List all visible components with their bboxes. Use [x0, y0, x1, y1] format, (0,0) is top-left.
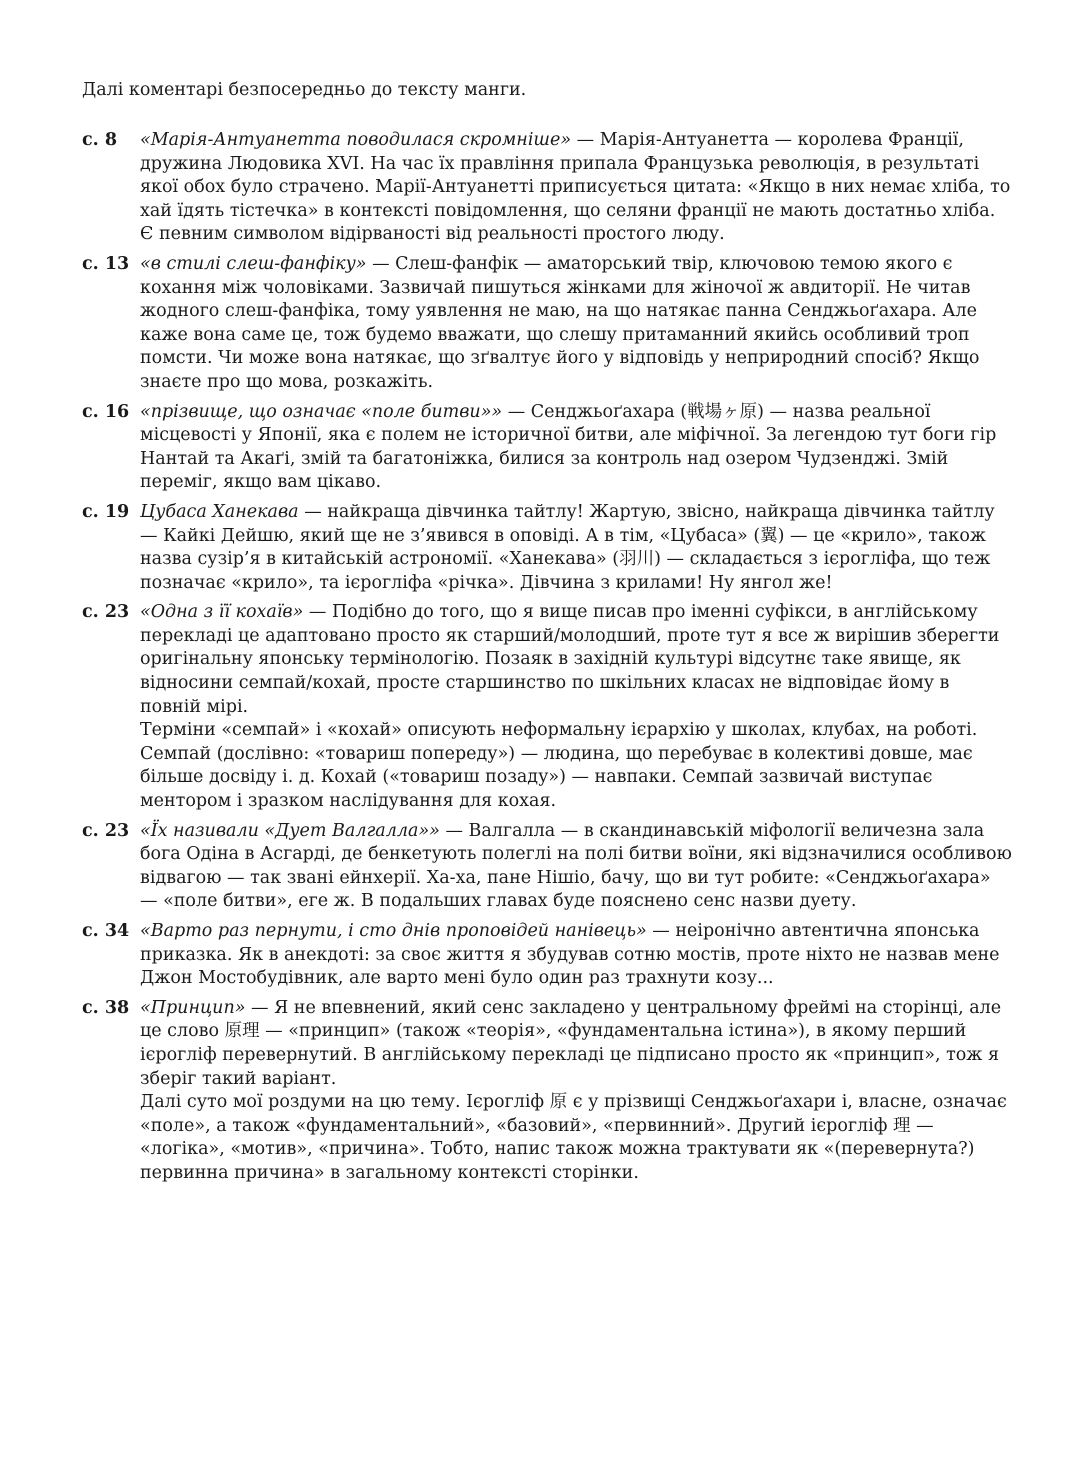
note-quote: Цубаса Ханекава	[140, 501, 299, 522]
note-text: — Валгалла — в скандинавській міфології величезна зала бога Одіна в Асгарді, де бенкетують полеглі на полі битви воїни, які відзначилися особливою відвагою — так звані ейнхерії. Ха-ха, пане Нішіо, бачу, що ви тут робите: «Сенджьоґахара» — «поле битви», еге ж. В подальших главах буде пояснено сенс назви дуету.	[140, 820, 1012, 912]
note-quote: «Принцип»	[140, 997, 246, 1018]
note-body	[140, 820, 1012, 914]
note-text: — Слеш-фанфік — аматорський твір, ключовою темою якого є кохання між чоловіками. Зазвичай пишуться жінками для жіночої ж авдиторії. Не читав жодного слеш-фанфіка, тому уявлення не маю, на що натякає панна Сенджьоґахара. Але каже вона саме це, тож будемо вважати, що слешу притаманний якийсь особливий троп помсти. Чи може вона натякає, що зґвалтує його у відповідь у неприродний спосіб? Якщо знаєте про що мова, розкажіть.	[140, 253, 980, 392]
note-paragraph	[140, 129, 1012, 247]
note-paragraph	[140, 601, 1012, 719]
note-text: — Марія-Антуанетта — королева Франції, дружина Людовика XVI. На час їх правління припала Французька революція, в результаті якої обох було страчено. Марії-Антуанетті приписується цитата: «Якщо в них немає хліба, то хай їдять тістечка» в контексті повідомлення, що селяни франції не мають достатньо хліба. Є певним символом відірваності від реальності простого люду.	[140, 130, 1011, 245]
note-body	[140, 401, 1012, 495]
note-text: — Сенджьоґахара (戦場ヶ原) — назва реальної місцевості у Японії, яка є полем не історичної битви, але міфічної. За легендою тут боги гір Нантай та Акаґі, змій та багатоніжка, билися за контроль над озером Чудзенджі. Змій переміг, якщо вам цікаво.	[140, 401, 997, 493]
page-reference: с. 34	[82, 921, 130, 941]
page	[82, 78, 1012, 1192]
page-reference: с. 23	[82, 602, 130, 623]
note-text: — Я не впевнений, який сенс закладено у центральному фреймі на сторінці, але це слово 原理 — «принцип» (також «теорія», «фундаментальна істина»), в якому перший ієрогліф перевернутий. В англійському перекладі це підписано просто як «принцип», тож я зберіг такий варіант.	[140, 997, 1002, 1089]
note-quote: «прізвище, що означає «поле битви»»	[140, 401, 503, 422]
note-item	[82, 997, 1012, 1186]
note-body	[140, 129, 1012, 247]
page-reference: с. 16	[82, 401, 130, 422]
note-paragraph: Далі суто мої роздуми на цю тему. Ієрогліф 原 є у прізвищі Сенджьоґахари і, власне, означає «поле», а також «фундаментальний», «базовий», «первинний». Другий ієрогліф 理 — «логіка», «мотив», «причина». Тобто, напис також можна трактувати як «(перевернута?) первинна причина» в загальному контексті сторінки.	[140, 1092, 1007, 1183]
note-paragraph	[140, 253, 1012, 395]
note-item	[82, 129, 1012, 247]
note-body	[140, 253, 1012, 395]
page-reference: с. 19	[82, 501, 130, 522]
note-quote: «Варто раз пернути, і сто днів проповідей нанівець»	[140, 921, 647, 941]
page-reference: с. 13	[82, 253, 130, 274]
note-body	[140, 501, 1012, 595]
note-item	[82, 401, 1012, 495]
intro-text: Далі коментарі безпосередньо до тексту манги.	[82, 80, 527, 100]
note-paragraph	[140, 501, 1012, 595]
note-text: — неіронічно автентична японська приказка. Як в анекдоті: за своє життя я збудував сотню мостів, проте ніхто не назвав мене Джон Мостобудівник, але варто мені було один раз трахнути козу...	[140, 921, 1000, 989]
note-quote: «Їх називали «Дует Валгалла»»	[140, 820, 440, 841]
page-reference: с. 8	[82, 130, 118, 150]
note-text: — найкраща дівчинка тайтлу! Жартую, звісно, найкраща дівчинка тайтлу — Кайкі Дейшю, який ще не з’явився в оповіді. А в тім, «Цубаса» (翼) — це «крило», також назва сузір’я в китайській астрономії. «Ханекава» (羽川) — складається з ієрогліфа, що теж позначає «крило», та ієрогліфа «річка». Дівчина з крилами! Ну янгол же!	[140, 501, 995, 593]
page-reference: с. 23	[82, 820, 130, 841]
note-quote: «Одна з її кохаїв»	[140, 602, 304, 623]
note-paragraph	[140, 920, 1012, 991]
note-item	[82, 253, 1012, 395]
note-text: — Подібно до того, що я вище писав про іменні суфікси, в англійському перекладі це адаптовано просто як старший/молодший, проте тут я все ж вирішив зберегти оригінальну японську термінологію. Позаяк в західній культурі відсутнє таке явище, як відносини семпай/кохай, просте старшинство по шкільних класах не відповідає йому в повній мірі.	[140, 602, 1000, 717]
note-paragraph	[140, 820, 1012, 914]
note-quote: «Марія-Антуанетта поводилася скромніше»	[140, 130, 572, 150]
note-paragraph: Терміни «семпай» і «кохай» описують неформальну ієрархію у школах, клубах, на роботі. Семпай (дослівно: «товариш попереду») — людина, що перебуває в колективі довше, має більше досвіду і. д. Кохай («товариш позаду») — навпаки. Семпай зазвичай виступає ментором і зразком наслідування для кохая.	[140, 720, 978, 812]
note-item	[82, 820, 1012, 914]
notes-list	[82, 129, 1012, 1186]
page-reference: с. 38	[82, 997, 130, 1018]
note-body	[140, 601, 1012, 813]
note-body	[140, 997, 1012, 1186]
note-item	[82, 920, 1012, 991]
note-paragraph	[140, 997, 1012, 1091]
note-item	[82, 601, 1012, 813]
note-item	[82, 501, 1012, 595]
note-paragraph	[140, 401, 1012, 495]
note-quote: «в стилі слеш-фанфіку»	[140, 253, 367, 274]
note-body	[140, 920, 1012, 991]
